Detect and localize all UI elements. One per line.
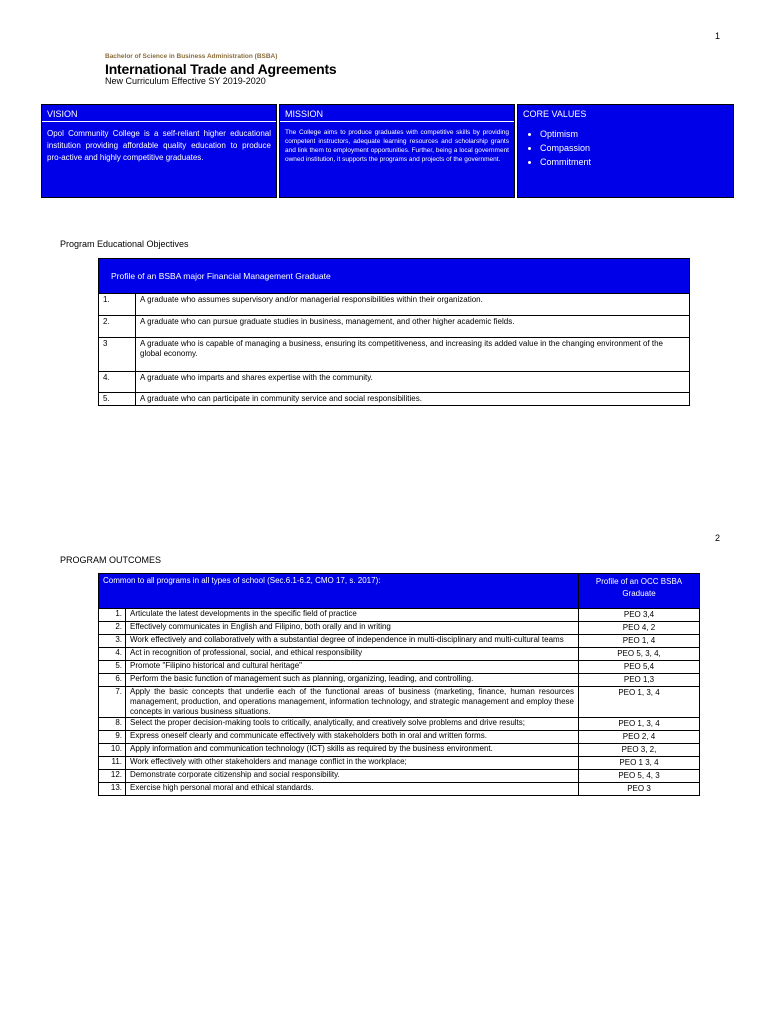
- vision-heading: VISION: [42, 105, 276, 122]
- row-peo: PEO 1, 3, 4: [579, 718, 700, 731]
- row-text: Apply information and communication technology (ICT) skills as required by the business environment.: [126, 744, 579, 757]
- row-number: 9.: [99, 731, 126, 744]
- row-number: 4.: [99, 372, 136, 393]
- mission-heading: MISSION: [280, 105, 514, 122]
- row-peo: PEO 5, 3, 4,: [579, 648, 700, 661]
- row-text: Work effectively with other stakeholders and manage conflict in the workplace;: [126, 757, 579, 770]
- peo-table-header: Profile of an BSBA major Financial Management Graduate: [99, 259, 690, 294]
- row-peo: PEO 3,4: [579, 609, 700, 622]
- row-number: 2.: [99, 622, 126, 635]
- row-number: 6.: [99, 674, 126, 687]
- row-number: 3.: [99, 635, 126, 648]
- row-text: A graduate who assumes supervisory and/or managerial responsibilities within their organization.: [136, 294, 690, 316]
- row-number: 8.: [99, 718, 126, 731]
- table-row: [99, 609, 700, 622]
- row-text: Demonstrate corporate citizenship and social responsibility.: [126, 770, 579, 783]
- core-values-list: [518, 127, 733, 169]
- peo-table: [98, 258, 690, 406]
- po-header-common: Common to all programs in all types of school (Sec.6.1-6.2, CMO 17, s. 2017):: [99, 574, 579, 609]
- curriculum-effective: New Curriculum Effective SY 2019-2020: [105, 76, 266, 86]
- row-text: Effectively communicates in English and Filipino, both orally and in writing: [126, 622, 579, 635]
- row-peo: PEO 5,4: [579, 661, 700, 674]
- table-row: [99, 661, 700, 674]
- table-row: [99, 783, 700, 796]
- program-outcomes-table: [98, 573, 700, 796]
- table-row: [99, 316, 690, 338]
- row-text: A graduate who is capable of managing a business, ensuring its competitiveness, and increasing its added value in the changing environment of the global economy.: [136, 338, 690, 372]
- row-peo: PEO 4, 2: [579, 622, 700, 635]
- table-row: [99, 718, 700, 731]
- program-subtitle: Bachelor of Science in Business Administration (BSBA): [105, 53, 278, 60]
- row-number: 11.: [99, 757, 126, 770]
- core-values-heading: CORE VALUES: [523, 109, 587, 119]
- row-peo: PEO 1 3, 4: [579, 757, 700, 770]
- table-row: [99, 372, 690, 393]
- row-number: 3: [99, 338, 136, 372]
- row-peo: PEO 1, 4: [579, 635, 700, 648]
- row-number: 4.: [99, 648, 126, 661]
- table-row: [99, 393, 690, 406]
- table-row: [99, 622, 700, 635]
- row-peo: PEO 1, 3, 4: [579, 687, 700, 718]
- row-peo: PEO 3, 2,: [579, 744, 700, 757]
- row-text: A graduate who can participate in community service and social responsibilities.: [136, 393, 690, 406]
- po-header-profile: Profile of an OCC BSBA Graduate: [579, 574, 700, 609]
- table-row: [99, 674, 700, 687]
- row-number: 5.: [99, 393, 136, 406]
- row-text: Act in recognition of professional, social, and ethical responsibility: [126, 648, 579, 661]
- row-text: Express oneself clearly and communicate effectively with stakeholders both in oral and written forms.: [126, 731, 579, 744]
- core-value-item: • Optimism: [540, 127, 733, 141]
- table-row: [99, 744, 700, 757]
- table-row: [99, 294, 690, 316]
- table-row: [99, 757, 700, 770]
- row-peo: PEO 2, 4: [579, 731, 700, 744]
- row-text: Articulate the latest developments in the specific field of practice: [126, 609, 579, 622]
- table-row: [99, 338, 690, 372]
- row-number: 2.: [99, 316, 136, 338]
- row-peo: PEO 1,3: [579, 674, 700, 687]
- row-text: A graduate who imparts and shares expertise with the community.: [136, 372, 690, 393]
- table-row: [99, 648, 700, 661]
- core-value-item: • Commitment: [540, 155, 733, 169]
- row-text: Perform the basic function of management such as planning, organizing, leading, and controlling.: [126, 674, 579, 687]
- row-number: 13.: [99, 783, 126, 796]
- core-values-box: [517, 104, 734, 198]
- page-title: International Trade and Agreements: [105, 61, 337, 77]
- vision-box: [41, 104, 277, 198]
- peo-label: Program Educational Objectives: [60, 239, 189, 249]
- vision-text: Opol Community College is a self-reliant higher educational institution providing affordable quality education to produce pro-active and highly competitive graduates.: [47, 129, 271, 162]
- row-text: A graduate who can pursue graduate studies in business, management, and other higher academic fields.: [136, 316, 690, 338]
- row-number: 1.: [99, 294, 136, 316]
- program-outcomes-label: PROGRAM OUTCOMES: [60, 555, 162, 565]
- row-text: Exercise high personal moral and ethical standards.: [126, 783, 579, 796]
- row-text: Select the proper decision-making tools to critically, analytically, and creatively solve problems and drive results;: [126, 718, 579, 731]
- table-row: [99, 770, 700, 783]
- row-number: 1.: [99, 609, 126, 622]
- row-text: Work effectively and collaboratively with a substantial degree of independence in multi-disciplinary and multi-cultural teams: [126, 635, 579, 648]
- table-row: [99, 635, 700, 648]
- page-number-2: 2: [715, 533, 721, 543]
- row-peo: PEO 5, 4, 3: [579, 770, 700, 783]
- row-peo: PEO 3: [579, 783, 700, 796]
- row-text: Promote "Filipino historical and cultural heritage": [126, 661, 579, 674]
- row-number: 7.: [99, 687, 126, 718]
- table-row: [99, 687, 700, 718]
- table-row: [99, 731, 700, 744]
- row-text: Apply the basic concepts that underlie each of the functional areas of business (marketing, finance, human resources management, production, and operations management, information technology, and strategic management and employ these concepts in various business situations.: [126, 687, 579, 718]
- core-value-item: • Compassion: [540, 141, 733, 155]
- mission-box: [279, 104, 515, 198]
- row-number: 12.: [99, 770, 126, 783]
- row-number: 5.: [99, 661, 126, 674]
- mission-text: The College aims to produce graduates with competitive skills by providing competent instructors, adequate learning resources and scholarship grants and link them to employment opportunities. Further, being a local government owned institution, it supports the programs and projects of the government.: [285, 129, 509, 163]
- page-number-1: 1: [715, 31, 721, 41]
- row-number: 10.: [99, 744, 126, 757]
